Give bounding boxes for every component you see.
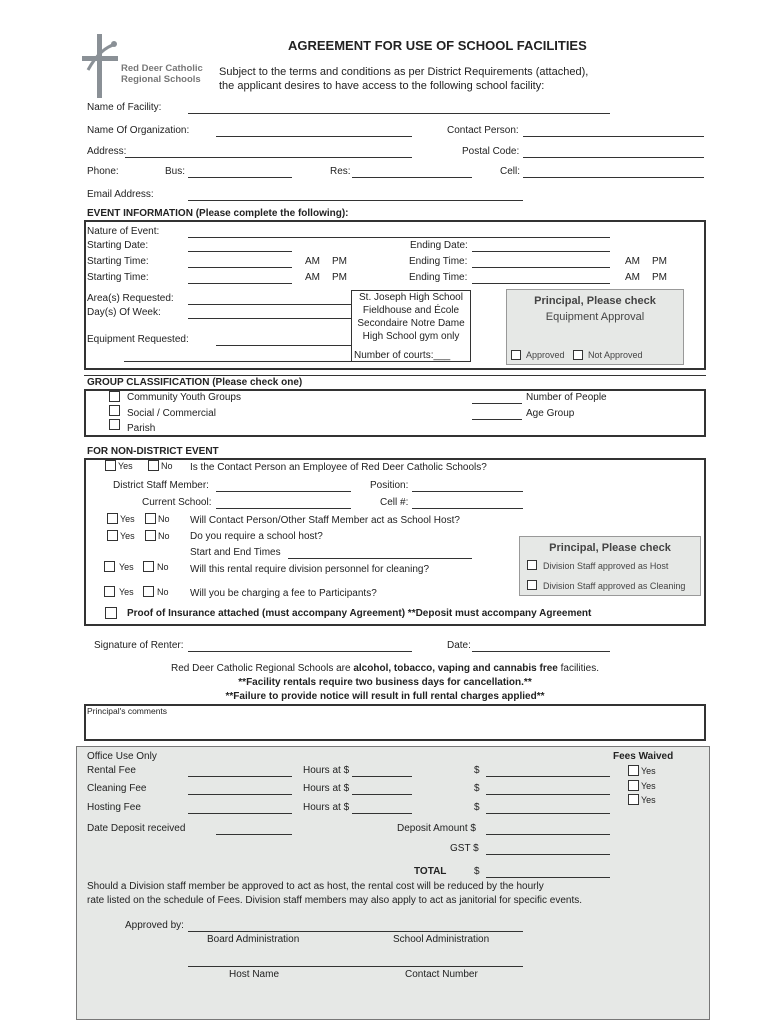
host-note-line2: rate listed on the schedule of Fees. Division staff members may also apply to act as janitorial for specific events. [87,895,583,906]
staff-label: District Staff Member: [113,480,209,491]
hosting-dollar-label: $ [474,802,480,813]
equipment-field[interactable] [216,345,351,346]
start-time-pm[interactable]: PM [332,256,347,267]
not-approved-label: Not Approved [588,350,643,360]
substance-free-notice [0,663,770,674]
deposit-amount-label: Deposit Amount $ [397,823,476,834]
end-time-field-2[interactable] [472,283,610,284]
org-name-line2: Regional Schools [121,74,201,85]
failure-notice: **Failure to provide notice will result in full rental charges applied** [225,691,545,702]
school-field[interactable] [216,508,351,509]
rental-dollar-label: $ [474,765,480,776]
hosting-waived-label: Yes [641,795,656,805]
nondistrict-heading: FOR NON-DISTRICT EVENT [87,446,219,457]
fees-waived-label: Fees Waived [613,751,674,762]
deposit-date-field[interactable] [216,834,292,835]
total-dollar-label: $ [474,866,480,877]
subtitle-line2: the applicant desires to have access to the following school facility: [219,80,545,92]
school-admin-label: School Administration [393,934,490,945]
cleaning-fee-field[interactable] [188,794,292,795]
q2-yes-checkbox[interactable] [107,513,118,524]
q5-yes-checkbox[interactable] [104,586,115,597]
approved-label: Approved [526,350,565,360]
hosting-hours-field[interactable] [352,813,412,814]
email-label: Email Address: [87,189,154,200]
school-label: Current School: [142,497,212,508]
board-admin-label: Board Administration [207,934,300,945]
q4-yes-checkbox[interactable] [104,561,115,572]
deposit-amount-field[interactable] [486,834,610,835]
gym-notice-line3: Secondaire Notre Dame [357,318,465,329]
deposit-date-label: Date Deposit received [87,823,186,834]
subtitle-line1: Subject to the terms and conditions as per District Requirements (attached), [219,66,589,78]
facility-field[interactable] [188,113,610,114]
proof-text: Proof of Insurance attached (must accompany Agreement) **Deposit must accompany Agreement [127,608,592,619]
contact-label: Contact Person: [447,125,519,136]
hosting-hours-label: Hours at $ [303,802,350,813]
q3-yes-checkbox[interactable] [107,530,118,541]
end-date-label: Ending Date: [410,240,468,251]
end-time-label-2: Ending Time: [409,272,468,283]
signature-date-field[interactable] [472,651,610,652]
staff-field[interactable] [216,491,351,492]
rental-fee-label: Rental Fee [87,765,136,776]
host-approved-label: Division Staff approved as Host [543,561,669,571]
q5-yes-label: Yes [119,587,134,597]
q1-yes-checkbox[interactable] [105,460,116,471]
email-field[interactable] [188,200,523,201]
end-time-am[interactable]: AM [625,256,640,267]
cellno-field[interactable] [412,508,523,509]
q2-yes-label: Yes [120,514,135,524]
page-title: AGREEMENT FOR USE OF SCHOOL FACILITIES [288,38,587,53]
facility-label: Name of Facility: [87,102,162,113]
position-field[interactable] [412,491,523,492]
rental-waived-label: Yes [641,766,656,776]
total-field[interactable] [486,877,610,878]
q1-yes-label: Yes [118,461,133,471]
cleaning-waived-checkbox[interactable] [628,780,639,791]
position-label: Position: [370,480,409,491]
end-time-field[interactable] [472,267,610,268]
notice-bold: alcohol, tobacco, vaping and cannabis free [353,663,558,674]
q5-no-label: No [157,587,169,597]
start-time-am[interactable]: AM [305,256,320,267]
cleaning-approved-checkbox[interactable] [527,580,537,590]
start-time-am-2[interactable]: AM [305,272,320,283]
days-field[interactable] [188,318,351,319]
start-time-label-2: Starting Time: [87,272,149,283]
signature-date-label: Date: [447,640,471,651]
principal-comments-label: Principal's comments [87,706,168,716]
bus-label: Bus: [165,166,186,177]
address-field[interactable] [125,157,412,158]
q2-text: Will Contact Person/Other Staff Member act as School Host? [190,515,460,526]
contact-field[interactable] [523,136,704,137]
start-time-label: Starting Time: [87,256,149,267]
q1-text: Is the Contact Person an Employee of Red Deer Catholic Schools? [190,462,487,473]
principal-check-title-2: Principal, Please check [549,542,671,554]
start-time-field-2[interactable] [188,283,292,284]
office-use-title: Office Use Only [87,751,157,762]
total-label: TOTAL [414,866,447,877]
cleaning-approved-label: Division Staff approved as Cleaning [543,581,686,591]
start-date-label: Starting Date: [87,240,149,251]
rental-amount-field[interactable] [486,776,610,777]
start-time-pm-2[interactable]: PM [332,272,347,283]
cleaning-hours-label: Hours at $ [303,783,350,794]
courts-field[interactable]: Number of courts:___ [354,350,451,361]
q2-no-checkbox[interactable] [145,513,156,524]
equipment-label: Equipment Requested: [87,334,189,345]
phone-label: Phone: [87,166,119,177]
cleaning-hours-field[interactable] [352,794,412,795]
address-label: Address: [87,146,127,157]
cell-field[interactable] [523,177,704,178]
cancellation-notice: **Facility rentals require two business days for cancellation.** [238,677,532,688]
approved-by-field[interactable] [188,931,523,932]
approved-by-label: Approved by: [125,920,184,931]
gst-label: GST $ [450,843,479,854]
proof-checkbox[interactable] [105,607,117,619]
rental-hours-label: Hours at $ [303,765,350,776]
q1-no-label: No [161,461,173,471]
principal-check-title: Principal, Please check [534,295,656,307]
times-field[interactable] [288,558,472,559]
start-time-field[interactable] [188,267,292,268]
end-time-pm[interactable]: PM [652,256,667,267]
social-checkbox[interactable] [109,405,120,416]
renter-signature-label: Signature of Renter: [94,640,184,651]
youth-label: Community Youth Groups [127,392,241,403]
gym-notice-line4: High School gym only [362,331,460,342]
nature-label: Nature of Event: [87,226,160,237]
gym-notice-line2: Fieldhouse and École [362,305,460,316]
cell-label: Cell: [500,166,521,177]
social-label: Social / Commercial [127,408,216,419]
notice-prefix: Red Deer Catholic Regional Schools are [171,663,354,674]
nature-field[interactable] [188,237,610,238]
approved-checkbox[interactable] [511,350,521,360]
group-heading: GROUP CLASSIFICATION (Please check one) [87,377,303,388]
cellno-label: Cell #: [380,497,409,508]
rental-hours-field[interactable] [352,776,412,777]
gst-field[interactable] [486,854,610,855]
areas-field[interactable] [188,304,351,305]
not-approved-checkbox[interactable] [573,350,583,360]
areas-label: Area(s) Requested: [87,293,174,304]
hosting-waived-checkbox[interactable] [628,794,639,805]
cleaning-dollar-label: $ [474,783,480,794]
hosting-fee-label: Hosting Fee [87,802,141,813]
host-approved-checkbox[interactable] [527,560,537,570]
end-time-label: Ending Time: [409,256,468,267]
q3-no-checkbox[interactable] [145,530,156,541]
contact-number-label: Contact Number [405,969,478,980]
hosting-amount-field[interactable] [486,813,610,814]
end-time-am-2[interactable]: AM [625,272,640,283]
q4-no-label: No [157,562,169,572]
times-label: Start and End Times [190,547,281,558]
people-field[interactable] [472,403,522,404]
event-heading: EVENT INFORMATION (Please complete the following): [87,208,349,219]
end-time-pm-2[interactable]: PM [652,272,667,283]
hosting-fee-field[interactable] [188,813,292,814]
notice-suffix: facilities. [557,663,599,674]
age-label: Age Group [526,408,575,419]
res-label: Res: [330,166,351,177]
renter-signature-field[interactable] [188,651,412,652]
group-divider [84,375,706,376]
end-date-field[interactable] [472,251,610,252]
q3-text: Do you require a school host? [190,531,323,542]
principal-comments-box[interactable] [84,704,706,741]
q2-no-label: No [158,514,170,524]
parish-label: Parish [127,423,156,434]
postal-label: Postal Code: [462,146,520,157]
age-field[interactable] [472,419,522,420]
postal-field[interactable] [523,157,704,158]
org-name-line1: Red Deer Catholic [121,63,203,74]
organization-field[interactable] [216,136,412,137]
q5-no-checkbox[interactable] [143,586,154,597]
equipment-approval-sub: Equipment Approval [545,311,645,323]
parish-checkbox[interactable] [109,419,120,430]
equipment-field-2[interactable] [124,361,351,362]
days-label: Day(s) Of Week: [87,307,161,318]
host-name-label: Host Name [229,969,280,980]
gym-notice-line1: St. Joseph High School [359,292,463,303]
bus-field[interactable] [188,177,292,178]
rental-fee-field[interactable] [188,776,292,777]
cleaning-waived-label: Yes [641,781,656,791]
cross-logo-icon [78,30,122,100]
cleaning-amount-field[interactable] [486,794,610,795]
q4-no-checkbox[interactable] [143,561,154,572]
q3-yes-label: Yes [120,531,135,541]
host-note-line1: Should a Division staff member be approved to act as host, the rental cost will be reduced by the hourly [87,881,544,892]
people-label: Number of People [526,392,607,403]
youth-checkbox[interactable] [109,391,120,402]
q5-text: Will you be charging a fee to Participants? [190,588,377,599]
rental-waived-checkbox[interactable] [628,765,639,776]
host-name-field[interactable] [188,966,523,967]
q1-no-checkbox[interactable] [148,460,159,471]
cleaning-fee-label: Cleaning Fee [87,783,147,794]
res-field[interactable] [352,177,472,178]
q4-text: Will this rental require division personnel for cleaning? [190,564,430,575]
start-date-field[interactable] [188,251,292,252]
organization-label: Name Of Organization: [87,125,190,136]
logo [78,30,208,100]
q4-yes-label: Yes [119,562,134,572]
q3-no-label: No [158,531,170,541]
